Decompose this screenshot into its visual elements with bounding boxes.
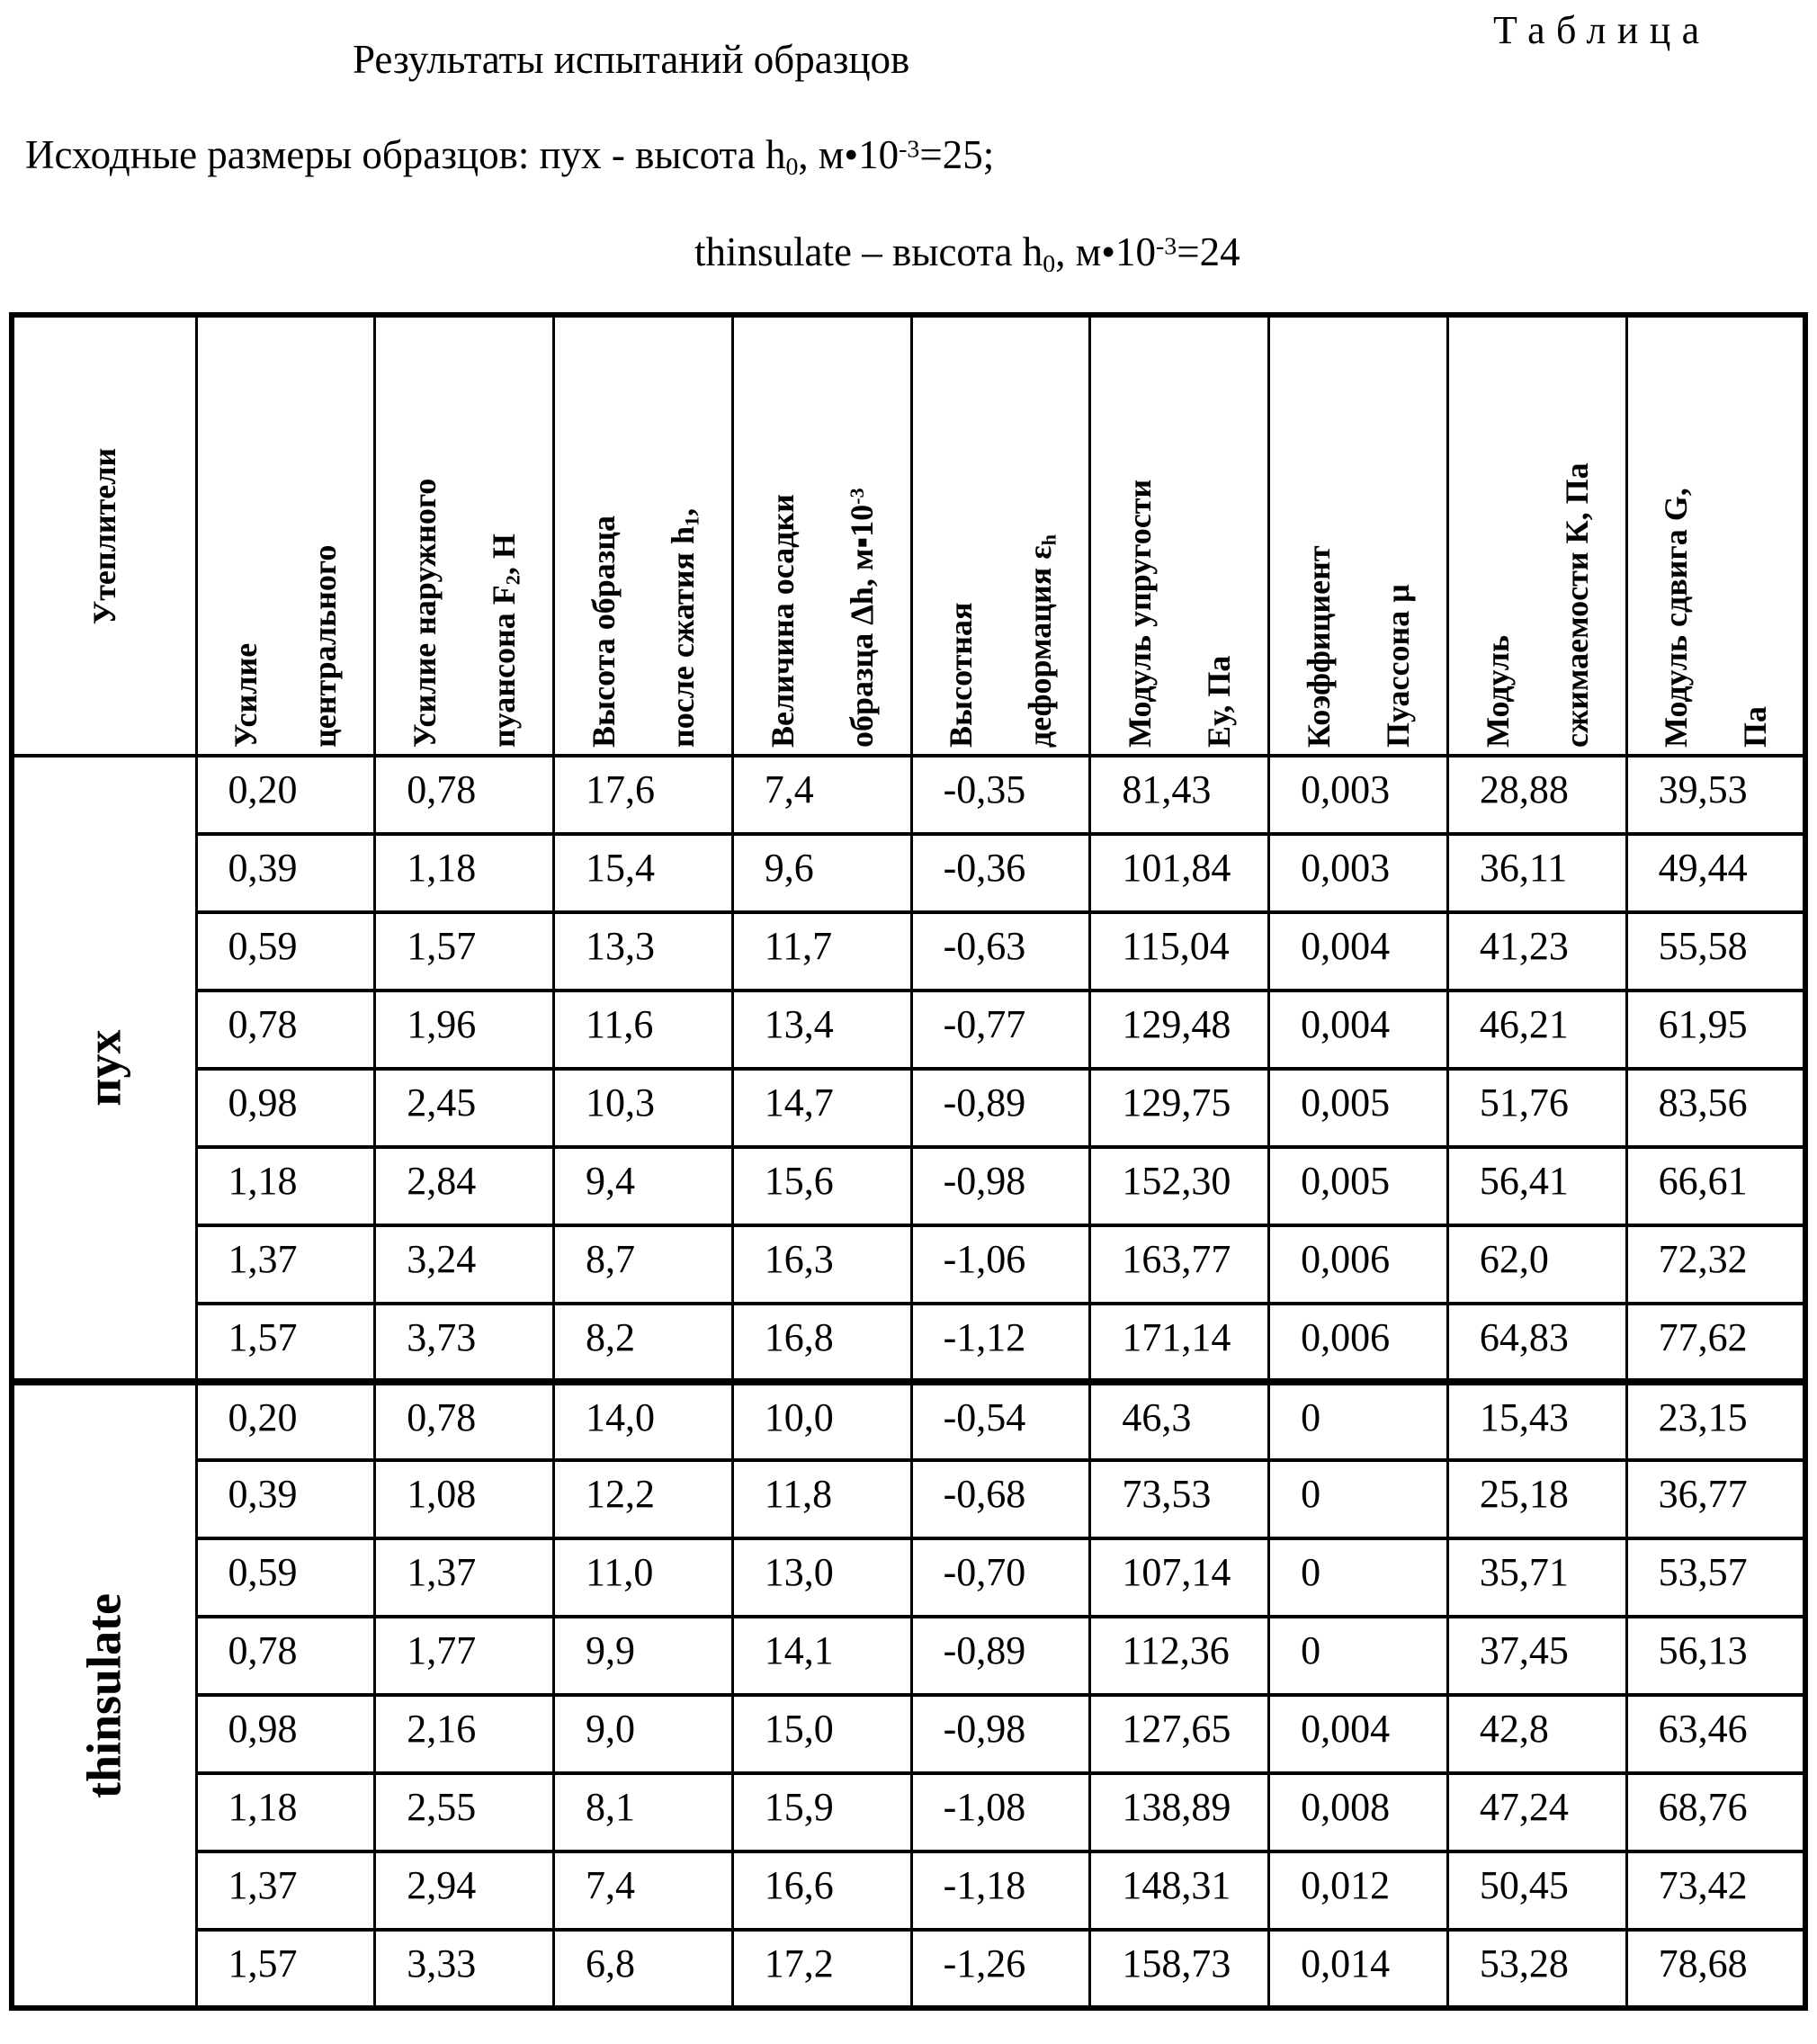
table-row	[12, 991, 1805, 1069]
cell: 64,83	[1447, 1304, 1626, 1382]
cell: 1,57	[375, 912, 554, 991]
column-header	[554, 315, 733, 756]
cell: 66,61	[1626, 1147, 1805, 1225]
header-text: Пуассона μ	[1379, 583, 1416, 748]
cell: 46,21	[1447, 991, 1626, 1069]
cell: -0,98	[911, 1147, 1090, 1225]
cell: -0,54	[911, 1382, 1090, 1460]
row-header-cell	[12, 315, 196, 756]
header-text: после сжатия h	[664, 525, 701, 748]
header-text: ,	[664, 507, 701, 516]
column-header-rotated-text	[1279, 325, 1437, 748]
superscript: -3	[845, 487, 868, 505]
group-label-cell	[12, 756, 196, 1382]
cell: 3,24	[375, 1225, 554, 1304]
cell: 0	[1269, 1538, 1448, 1617]
cell: 13,3	[554, 912, 733, 991]
cell: 15,6	[732, 1147, 911, 1225]
cell: 2,45	[375, 1069, 554, 1147]
header-text: пуансона F	[486, 584, 523, 748]
cell: 2,94	[375, 1851, 554, 1930]
cell: 0,005	[1269, 1147, 1448, 1225]
cell: 51,76	[1447, 1069, 1626, 1147]
cell: -1,12	[911, 1304, 1090, 1382]
cell: 112,36	[1090, 1617, 1269, 1695]
table-corner-label: Таблица	[1493, 8, 1711, 52]
table-row	[12, 1773, 1805, 1851]
column-header-rotated-text	[1458, 325, 1616, 748]
cell: 53,57	[1626, 1538, 1805, 1617]
header-text: Па	[1736, 705, 1773, 748]
header-text: Модуль упругости	[1122, 479, 1159, 748]
cell: 0	[1269, 1382, 1448, 1460]
header-text: центрального	[307, 544, 344, 748]
header-line	[643, 325, 722, 748]
header-text: Высота образца	[585, 515, 622, 748]
cell: 8,7	[554, 1225, 733, 1304]
cell: 10,0	[732, 1382, 911, 1460]
cell: 41,23	[1447, 912, 1626, 991]
cell: 23,15	[1626, 1382, 1805, 1460]
cell: 7,4	[732, 756, 911, 834]
cell: -0,89	[911, 1617, 1090, 1695]
cell: 0,78	[375, 1382, 554, 1460]
cell: 101,84	[1090, 834, 1269, 912]
cell: 35,71	[1447, 1538, 1626, 1617]
header-line	[285, 325, 364, 748]
table-row	[12, 1382, 1805, 1460]
cell: 0,39	[196, 1460, 375, 1538]
column-header-rotated-text	[742, 325, 900, 748]
cell: -0,70	[911, 1538, 1090, 1617]
table-row	[12, 1851, 1805, 1930]
superscript: -3	[899, 135, 920, 164]
cell: 1,77	[375, 1617, 554, 1695]
cell: 46,3	[1090, 1382, 1269, 1460]
page-title: Результаты испытаний образцов	[353, 37, 910, 82]
cell: 1,18	[196, 1773, 375, 1851]
cell: 68,76	[1626, 1773, 1805, 1851]
cell: 0	[1269, 1617, 1448, 1695]
header-text: Утеплители	[86, 447, 123, 624]
cell: 0,59	[196, 1538, 375, 1617]
cell: 0,98	[196, 1695, 375, 1773]
cell: 1,37	[196, 1225, 375, 1304]
column-header-rotated-text	[1100, 325, 1258, 748]
table-row	[12, 1538, 1805, 1617]
cell: 0,004	[1269, 991, 1448, 1069]
cell: 83,56	[1626, 1069, 1805, 1147]
cell: 15,0	[732, 1695, 911, 1773]
header-line	[564, 325, 643, 748]
cell: 17,2	[732, 1930, 911, 2008]
cell: -0,36	[911, 834, 1090, 912]
header-text: Модуль	[1479, 634, 1516, 748]
table-row	[12, 756, 1805, 834]
cell: 77,62	[1626, 1304, 1805, 1382]
cell: 0,98	[196, 1069, 375, 1147]
cell: 9,0	[554, 1695, 733, 1773]
group-label: thinsulate	[76, 1592, 131, 1798]
cell: 0,20	[196, 756, 375, 834]
column-header-rotated-text	[921, 325, 1079, 748]
cell: 163,77	[1090, 1225, 1269, 1304]
cell: 14,0	[554, 1382, 733, 1460]
column-header	[1090, 315, 1269, 756]
cell: 81,43	[1090, 756, 1269, 834]
cell: 36,11	[1447, 834, 1626, 912]
cell: 0,006	[1269, 1304, 1448, 1382]
cell: 11,8	[732, 1460, 911, 1538]
header-text: Высотная	[943, 601, 980, 748]
cell: 11,0	[554, 1538, 733, 1617]
cell: 11,6	[554, 991, 733, 1069]
superscript: -3	[1155, 232, 1177, 261]
cell: 0,78	[375, 756, 554, 834]
column-header-rotated-text	[564, 325, 722, 748]
subtitle-text: =24	[1177, 229, 1240, 274]
initial-sizes-line	[25, 131, 994, 182]
cell: 56,13	[1626, 1617, 1805, 1695]
subtitle-text: thinsulate – высота h	[694, 229, 1043, 274]
header-line	[1179, 325, 1258, 748]
cell: 115,04	[1090, 912, 1269, 991]
cell: 2,84	[375, 1147, 554, 1225]
header-text: образца Δh, м▪10	[843, 504, 880, 748]
header-line	[822, 325, 901, 748]
cell: 148,31	[1090, 1851, 1269, 1930]
cell: 56,41	[1447, 1147, 1626, 1225]
column-header	[196, 315, 375, 756]
cell: 50,45	[1447, 1851, 1626, 1930]
header-text: сжимаемости К, Па	[1558, 462, 1595, 748]
cell: 1,57	[196, 1304, 375, 1382]
cell: 62,0	[1447, 1225, 1626, 1304]
table-row	[12, 1304, 1805, 1382]
results-table	[9, 312, 1808, 2011]
cell: 3,33	[375, 1930, 554, 2008]
cell: 15,4	[554, 834, 733, 912]
cell: 0,014	[1269, 1930, 1448, 2008]
header-row	[12, 315, 1805, 756]
cell: 0,59	[196, 912, 375, 991]
group-label: пух	[76, 1029, 131, 1107]
cell: 2,16	[375, 1695, 554, 1773]
cell: 1,96	[375, 991, 554, 1069]
table-row	[12, 1225, 1805, 1304]
cell: 1,18	[196, 1147, 375, 1225]
cell: 0,004	[1269, 1695, 1448, 1773]
column-header	[1447, 315, 1626, 756]
cell: -1,06	[911, 1225, 1090, 1304]
thinsulate-size-line	[694, 229, 1240, 279]
cell: 10,3	[554, 1069, 733, 1147]
cell: 0,78	[196, 991, 375, 1069]
cell: 63,46	[1626, 1695, 1805, 1773]
cell: -1,26	[911, 1930, 1090, 2008]
table-row	[12, 834, 1805, 912]
cell: -0,89	[911, 1069, 1090, 1147]
cell: 1,57	[196, 1930, 375, 2008]
cell: 0,012	[1269, 1851, 1448, 1930]
cell: 1,18	[375, 834, 554, 912]
header-text: Величина осадки	[764, 493, 801, 748]
column-header-rotated-text	[385, 325, 543, 748]
cell: 49,44	[1626, 834, 1805, 912]
cell: 0,006	[1269, 1225, 1448, 1304]
subscript: h	[1038, 533, 1061, 545]
cell: 16,8	[732, 1304, 911, 1382]
cell: -0,77	[911, 991, 1090, 1069]
table-row	[12, 1069, 1805, 1147]
cell: -1,18	[911, 1851, 1090, 1930]
cell: 78,68	[1626, 1930, 1805, 2008]
cell: 107,14	[1090, 1538, 1269, 1617]
cell: 7,4	[554, 1851, 733, 1930]
cell: 11,7	[732, 912, 911, 991]
column-header-rotated-text	[206, 325, 364, 748]
cell: 72,32	[1626, 1225, 1805, 1304]
header-text: , Н	[486, 533, 523, 575]
row-header-label	[65, 325, 144, 748]
cell: 2,55	[375, 1773, 554, 1851]
cell: 16,3	[732, 1225, 911, 1304]
cell: 0	[1269, 1460, 1448, 1538]
header-line	[1715, 325, 1795, 748]
cell: 15,9	[732, 1773, 911, 1851]
subscript: 0	[1043, 249, 1056, 278]
subtitle-text: , м•10	[1055, 229, 1156, 274]
column-header	[1626, 315, 1805, 756]
cell: 0,004	[1269, 912, 1448, 991]
cell: -0,98	[911, 1695, 1090, 1773]
table-row	[12, 912, 1805, 991]
cell: 55,58	[1626, 912, 1805, 991]
cell: 171,14	[1090, 1304, 1269, 1382]
column-header-rotated-text	[1636, 325, 1795, 748]
cell: 1,37	[196, 1851, 375, 1930]
header-line	[1100, 325, 1179, 748]
cell: 25,18	[1447, 1460, 1626, 1538]
header-line	[1636, 325, 1715, 748]
cell: 129,75	[1090, 1069, 1269, 1147]
subscript: 1	[680, 515, 703, 526]
header-line	[464, 325, 543, 748]
cell: 138,89	[1090, 1773, 1269, 1851]
cell: 13,4	[732, 991, 911, 1069]
cell: 3,73	[375, 1304, 554, 1382]
header-text: деформация ε	[1022, 544, 1059, 748]
subtitle-text: , м•10	[798, 132, 900, 177]
cell: 0,005	[1269, 1069, 1448, 1147]
column-header	[911, 315, 1090, 756]
cell: 73,42	[1626, 1851, 1805, 1930]
cell: 39,53	[1626, 756, 1805, 834]
table-body	[12, 756, 1805, 2008]
cell: 1,08	[375, 1460, 554, 1538]
header-text: Усилие	[228, 642, 264, 748]
table-row	[12, 1695, 1805, 1773]
subscript: 2	[501, 574, 524, 585]
cell: 0,78	[196, 1617, 375, 1695]
cell: 9,4	[554, 1147, 733, 1225]
header-line	[1358, 325, 1437, 748]
table-row	[12, 1930, 1805, 2008]
cell: 13,0	[732, 1538, 911, 1617]
cell: 129,48	[1090, 991, 1269, 1069]
header-line	[206, 325, 285, 748]
cell: 42,8	[1447, 1695, 1626, 1773]
cell: 61,95	[1626, 991, 1805, 1069]
cell: 37,45	[1447, 1617, 1626, 1695]
header-line	[1537, 325, 1616, 748]
header-text: Усилие наружного	[406, 478, 443, 748]
cell: 12,2	[554, 1460, 733, 1538]
cell: 0,39	[196, 834, 375, 912]
table-row	[12, 1617, 1805, 1695]
cell: 14,1	[732, 1617, 911, 1695]
cell: 17,6	[554, 756, 733, 834]
cell: 73,53	[1090, 1460, 1269, 1538]
column-header	[732, 315, 911, 756]
cell: -0,68	[911, 1460, 1090, 1538]
table-row	[12, 1460, 1805, 1538]
subtitle-text: Исходные размеры образцов: пух - высота h	[25, 132, 786, 177]
cell: 0,008	[1269, 1773, 1448, 1851]
header-line	[742, 325, 821, 748]
cell: 47,24	[1447, 1773, 1626, 1851]
cell: 152,30	[1090, 1147, 1269, 1225]
cell: -1,08	[911, 1773, 1090, 1851]
header-line	[921, 325, 1000, 748]
header-line	[385, 325, 464, 748]
cell: 0,003	[1269, 756, 1448, 834]
subscript: 0	[785, 152, 799, 181]
cell: -0,63	[911, 912, 1090, 991]
header-line	[1000, 325, 1079, 748]
header-line	[1279, 325, 1358, 748]
cell: 0,20	[196, 1382, 375, 1460]
cell: 15,43	[1447, 1382, 1626, 1460]
table-row	[12, 1147, 1805, 1225]
cell: 36,77	[1626, 1460, 1805, 1538]
cell: 158,73	[1090, 1930, 1269, 2008]
cell: 28,88	[1447, 756, 1626, 834]
cell: 8,1	[554, 1773, 733, 1851]
cell: 6,8	[554, 1930, 733, 2008]
cell: 9,6	[732, 834, 911, 912]
header-line	[1458, 325, 1537, 748]
header-text: Модуль сдвига G,	[1657, 487, 1694, 748]
header-text: Коэффициент	[1300, 544, 1337, 748]
header-text: Еу, Па	[1201, 655, 1238, 748]
cell: 0,003	[1269, 834, 1448, 912]
subtitle-text: =25;	[919, 132, 995, 177]
column-header	[1269, 315, 1448, 756]
header-line	[65, 325, 144, 748]
cell: 1,37	[375, 1538, 554, 1617]
column-header	[375, 315, 554, 756]
cell: 127,65	[1090, 1695, 1269, 1773]
cell: 9,9	[554, 1617, 733, 1695]
cell: 16,6	[732, 1851, 911, 1930]
cell: 14,7	[732, 1069, 911, 1147]
cell: -0,35	[911, 756, 1090, 834]
cell: 8,2	[554, 1304, 733, 1382]
cell: 53,28	[1447, 1930, 1626, 2008]
group-label-cell	[12, 1382, 196, 2008]
